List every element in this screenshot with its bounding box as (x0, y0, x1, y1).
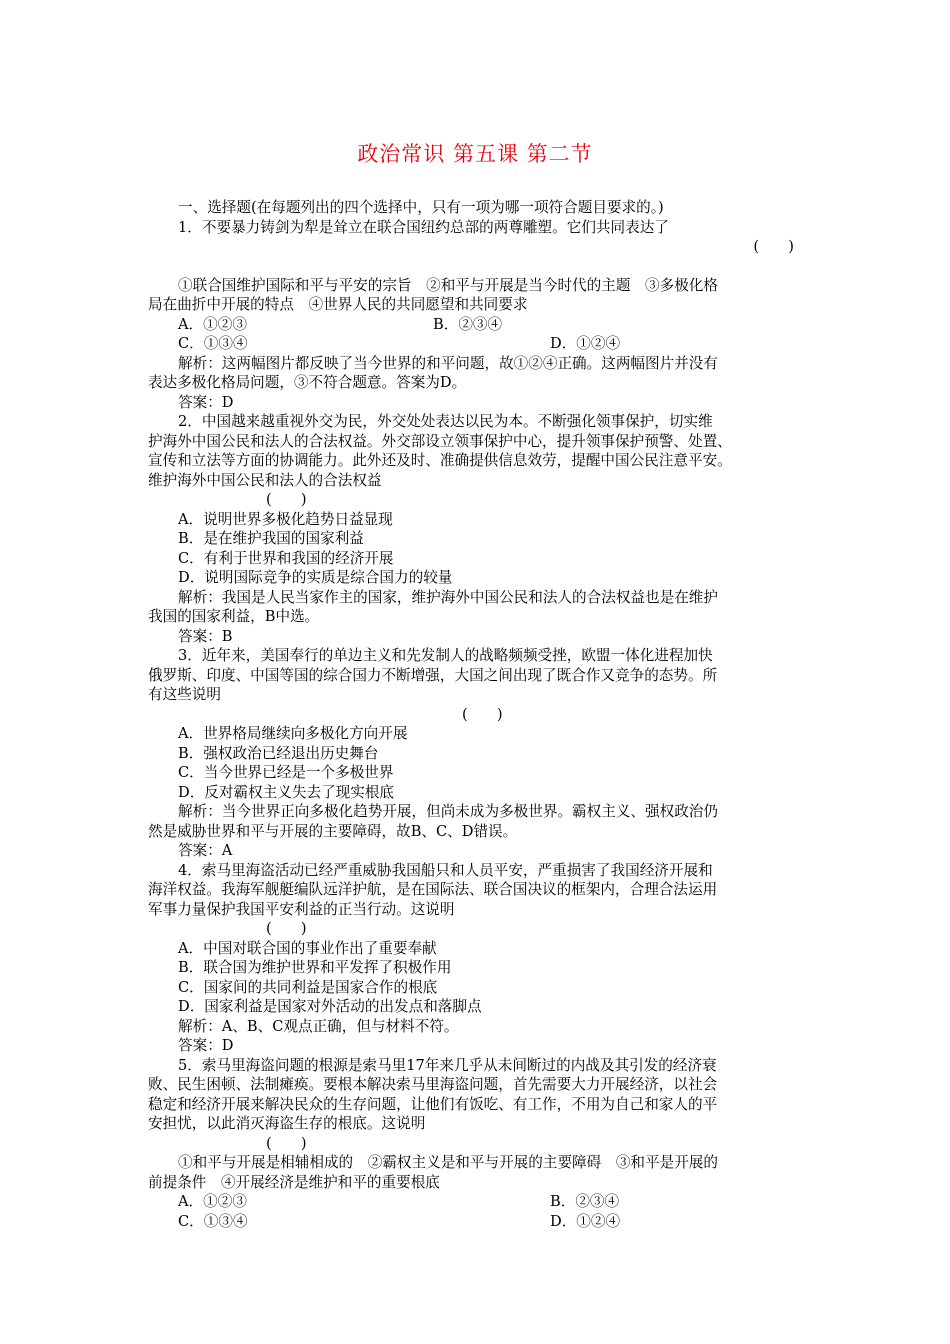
q1-options-row2 (148, 334, 808, 354)
q3-answer-paren: ( ) (462, 705, 503, 723)
q5-options-row2 (148, 1212, 808, 1232)
q5-option-a: A．①②③ (178, 1193, 247, 1210)
q2-analysis-line1: 解析：我国是人民当家作主的国家，维护海外中国公民和法人的合法权益也是在维护 (178, 588, 718, 606)
section-heading: 一、选择题(在每题列出的四个选择中，只有一项为哪一项符合题目要求的。) (178, 199, 664, 216)
q5-stem-line4: 安担忧，以此消灭海盗生存的根底。这说明 (148, 1115, 426, 1132)
q1-option-d: D．①②④ (550, 335, 621, 352)
q4-option-c: C．国家间的共同利益是国家合作的根底 (178, 978, 438, 996)
q4-option-a: A．中国对联合国的事业作出了重要奉献 (178, 939, 437, 957)
q5-items-line1: ①和平与开展是相辅相成的 ②霸权主义是和平与开展的主要障碍 ③和平是开展的 (178, 1154, 718, 1171)
q2-stem-line1: 2．中国越来越重视外交为民，外交处处表达以民为本。不断强化领事保护，切实维 (178, 413, 713, 430)
q2-stem-line2: 护海外中国公民和法人的合法权益。外交部设立领事保护中心，提升领事保护预警、处置、 (148, 432, 732, 450)
q2-option-d: D．说明国际竞争的实质是综合国力的较量 (178, 569, 453, 586)
q1-answer: 答案：D (178, 393, 234, 411)
q5-answer-paren: ( ) (266, 1134, 307, 1152)
q3-analysis-line1: 解析：当今世界正向多极化趋势开展，但尚未成为多极世界。霸权主义、强权政治仍 (178, 803, 718, 820)
q5-option-c: C．①③④ (178, 1212, 248, 1230)
q3-option-b: B．强权政治已经退出历史舞台 (178, 744, 379, 762)
q4-answer: 答案：D (178, 1037, 234, 1054)
q3-option-d: D．反对霸权主义失去了现实根底 (178, 783, 395, 801)
q2-option-b: B．是在维护我国的国家利益 (178, 530, 364, 547)
q2-analysis-line2: 我国的国家利益，B中选。 (148, 608, 320, 625)
q1-items-line1: ①联合国维护国际和平与平安的宗旨 ②和平与开展是当今时代的主题 ③多极化格 (178, 276, 718, 294)
q4-option-d: D．国家利益是国家对外活动的出发点和落脚点 (178, 998, 482, 1015)
q4-answer-paren: ( ) (266, 920, 307, 937)
q1-stem: 1．不要暴力铸剑为犁是耸立在联合国纽约总部的两尊雕塑。它们共同表达了 (178, 218, 669, 236)
q1-option-b: B．②③④ (433, 315, 503, 333)
q5-stem-line3: 稳定和经济开展来解决民众的生存问题，让他们有饭吃、有工作，不用为自己和家人的平 (148, 1095, 718, 1113)
q5-stem-line2: 败、民生困顿、法制瘫痪。要根本解决索马里海盗问题，首先需要大力开展经济，以社会 (148, 1076, 718, 1093)
q3-answer: 答案：A (178, 842, 233, 859)
q4-stem-line1: 4．索马里海盗活动已经严重威胁我国船只和人员平安，严重损害了我国经济开展和 (178, 861, 713, 879)
q1-analysis-line2: 表达多极化格局问题，③不符合题意。答案为D。 (148, 374, 467, 391)
q3-analysis-line2: 然是威胁世界和平与开展的主要障碍，故B、C、D错误。 (148, 822, 518, 840)
q2-answer-paren: ( ) (266, 491, 307, 508)
q4-analysis-line1: 解析：A、B、C观点正确，但与材料不符。 (178, 1017, 459, 1035)
q3-option-c: C．当今世界已经是一个多极世界 (178, 764, 394, 781)
q2-option-a: A．说明世界多极化趋势日益显现 (178, 510, 393, 528)
q5-stem-line1: 5．索马里海盗问题的根源是索马里17年来几乎从未间断过的内战及其引发的经济衰 (178, 1056, 717, 1074)
q4-stem-line3: 军事力量保护我国平安利益的正当行动。这说明 (148, 900, 455, 918)
q5-option-b: B．②③④ (550, 1193, 620, 1210)
q1-option-a: A．①②③ (178, 315, 247, 333)
q4-option-b: B．联合国为维护世界和平发挥了积极作用 (178, 959, 452, 976)
q5-options-row1 (148, 1192, 808, 1212)
q1-option-c: C．①③④ (178, 335, 248, 352)
q1-analysis-line1: 解析：这两幅图片都反映了当今世界的和平问题，故①②④正确。这两幅图片并没有 (178, 354, 718, 372)
q3-stem-line3: 有这些说明 (148, 686, 221, 703)
page-title: 政治常识 第五课 第二节 (357, 142, 593, 166)
q1-items-line2: 局在曲折中开展的特点 ④世界人民的共同愿望和共同要求 (148, 296, 528, 313)
q3-stem-line2: 俄罗斯、印度、中国等国的综合国力不断增强，大国之间出现了既合作又竞争的态势。所 (148, 666, 718, 684)
q1-answer-paren: ( ) (753, 238, 794, 255)
q2-stem-line4: 维护海外中国公民和法人的合法权益 (148, 471, 382, 489)
q5-items-line2: 前提条件 ④开展经济是维护和平的重要根底 (148, 1173, 440, 1191)
q2-answer: 答案：B (178, 627, 233, 645)
q2-option-c: C．有利于世界和我国的经济开展 (178, 549, 394, 567)
q1-options-row1 (148, 315, 808, 335)
q5-option-d: D．①②④ (550, 1212, 621, 1230)
q3-option-a: A．世界格局继续向多极化方向开展 (178, 725, 408, 742)
q4-stem-line2: 海洋权益。我海军舰艇编队远洋护航，是在国际法、联合国决议的框架内，合理合法运用 (148, 881, 718, 898)
q2-stem-line3: 宣传和立法等方面的协调能力。此外还及时、准确提供信息效劳，提醒中国公民注意平安。 (148, 452, 732, 469)
document-body (148, 198, 808, 1231)
q3-stem-line1: 3．近年来，美国奉行的单边主义和先发制人的战略频频受挫，欧盟一体化进程加快 (178, 647, 713, 664)
